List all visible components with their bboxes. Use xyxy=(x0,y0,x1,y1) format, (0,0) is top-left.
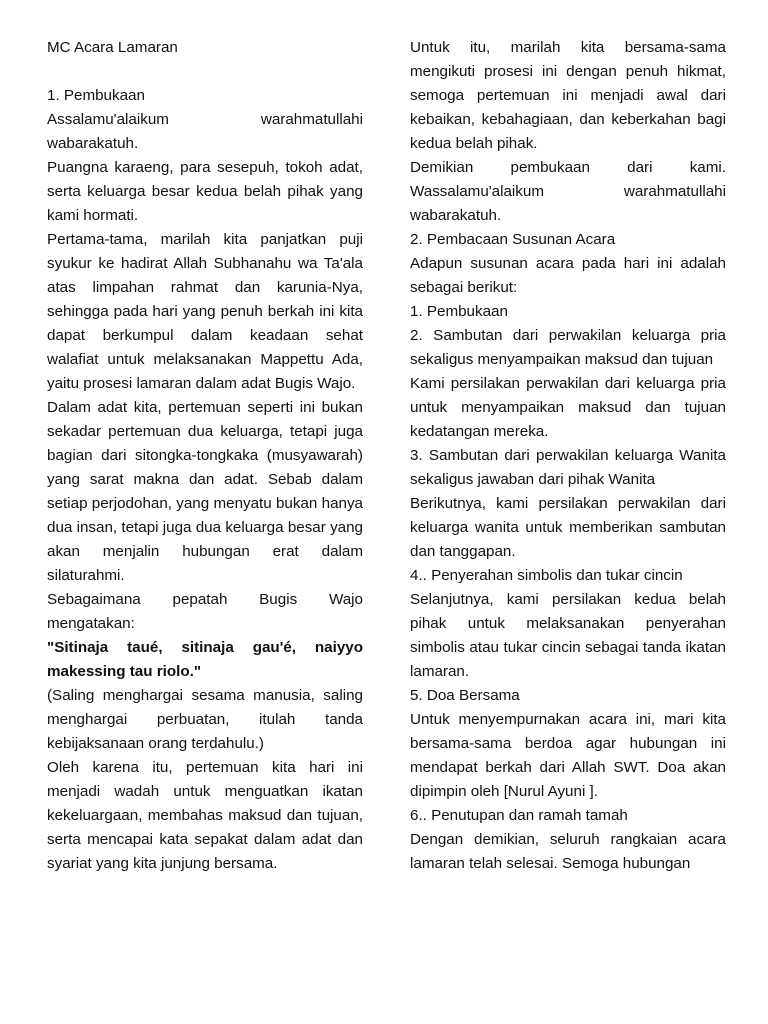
paragraph: Dalam adat kita, pertemuan seperti ini bukan sekadar pertemuan dua keluarga, tetapi juga bagian dari sitongka-tongkaka (musyawarah) yang sarat makna dan adat. Sebab dalam setiap perjodohan, yang menyatu bukan hanya dua insan, tetapi juga dua keluarga besar yang akan menjalin hubungan erat dalam silaturahmi. xyxy=(47,399,363,584)
paragraph: Berikutnya, kami persilakan perwakilan dari keluarga wanita untuk memberikan sambutan dan tanggapan. xyxy=(410,495,726,560)
paragraph: Selanjutnya, kami persilakan kedua belah pihak untuk melaksanakan penyerahan simbolis atau tukar cincin sebagai tanda ikatan lamaran. xyxy=(410,591,726,680)
document-title: MC Acara Lamaran xyxy=(47,39,178,56)
paragraph: Kami persilakan perwakilan dari keluarga pria untuk menyampaikan maksud dan tujuan kedatangan mereka. xyxy=(410,375,726,440)
paragraph: (Saling menghargai sesama manusia, saling menghargai perbuatan, itulah tanda kebijaksanaan orang terdahulu.) xyxy=(47,687,363,752)
section-heading-susunan-acara: 2. Pembacaan Susunan Acara xyxy=(410,231,616,248)
paragraph: Adapun susunan acara pada hari ini adalah sebagai berikut: xyxy=(410,255,726,296)
paragraph: Assalamu'alaikum warahmatullahi wabarakatuh. xyxy=(47,111,363,152)
agenda-item: 5. Doa Bersama xyxy=(410,687,520,704)
paragraph: Sebagaimana pepatah Bugis Wajo mengatakan: xyxy=(47,591,363,632)
paragraph: Demikian pembukaan dari kami. Wassalamu'alaikum warahmatullahi wabarakatuh. xyxy=(410,159,726,224)
paragraph: Puangna karaeng, para sesepuh, tokoh adat, serta keluarga besar kedua belah pihak yang kami hormati. xyxy=(47,159,363,224)
right-column xyxy=(410,36,726,876)
agenda-item: 2. Sambutan dari perwakilan keluarga pria sekaligus menyampaikan maksud dan tujuan xyxy=(410,327,726,368)
section-heading-pembukaan: 1. Pembukaan xyxy=(47,87,145,104)
proverb-quote: "Sitinaja taué, sitinaja gau'é, naiyyo makessing tau riolo." xyxy=(47,639,363,680)
paragraph: Untuk menyempurnakan acara ini, mari kita bersama-sama berdoa agar hubungan ini mendapat berkah dari Allah SWT. Doa akan dipimpin oleh [Nurul Ayuni ]. xyxy=(410,711,726,800)
paragraph: Pertama-tama, marilah kita panjatkan puji syukur ke hadirat Allah Subhanahu wa Ta'ala atas limpahan rahmat dan karunia-Nya, sehingga pada hari yang penuh berkah ini kita dapat berkumpul dalam keadaan sehat walafiat untuk melaksanakan Mappettu Ada, yaitu prosesi lamaran dalam adat Bugis Wajo. xyxy=(47,231,363,392)
paragraph: Dengan demikian, seluruh rangkaian acara lamaran telah selesai. Semoga hubungan xyxy=(410,831,726,872)
left-column xyxy=(47,36,363,876)
paragraph: Untuk itu, marilah kita bersama-sama mengikuti prosesi ini dengan penuh hikmat, semoga pertemuan ini menjadi awal dari kebaikan, kebahagiaan, dan keberkahan bagi kedua belah pihak. xyxy=(410,39,726,152)
agenda-item: 1. Pembukaan xyxy=(410,303,508,320)
agenda-item: 3. Sambutan dari perwakilan keluarga Wanita sekaligus jawaban dari pihak Wanita xyxy=(410,447,726,488)
agenda-item: 4.. Penyerahan simbolis dan tukar cincin xyxy=(410,567,683,584)
agenda-item: 6.. Penutupan dan ramah tamah xyxy=(410,807,628,824)
paragraph: Oleh karena itu, pertemuan kita hari ini menjadi wadah untuk menguatkan ikatan kekeluargaan, membahas maksud dan tujuan, serta mencapai kata sepakat dalam adat dan syariat yang kita junjung bersama. xyxy=(47,759,363,872)
